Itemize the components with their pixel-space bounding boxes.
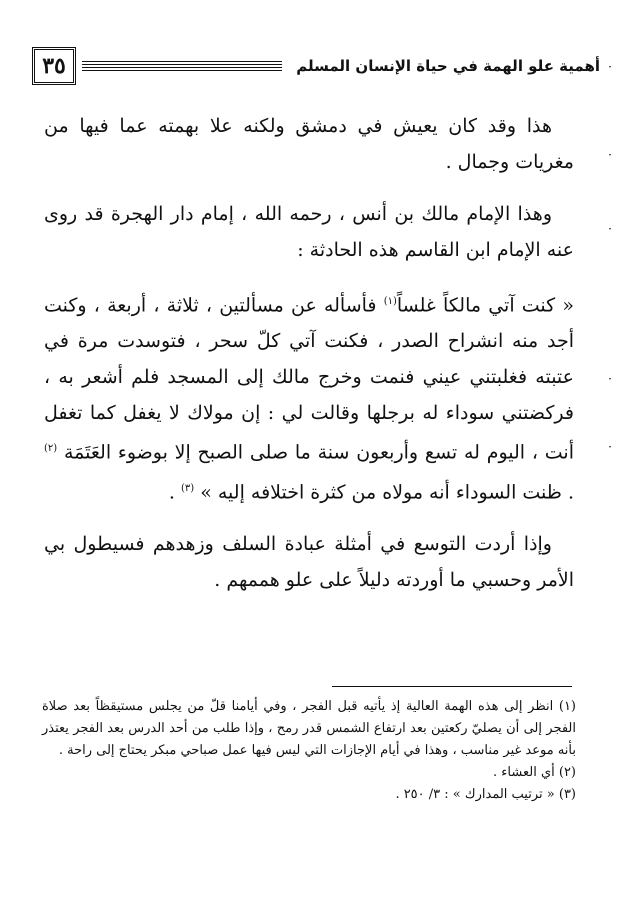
- margin-mark: ·: [608, 148, 612, 162]
- footnote: (١) انظر إلى هذه الهمة العالية إذ يأتيه قبل الفجر ، وفي أيامنا قلّ من يجلس مستيقظاً بعد صلاة الفجر إلى أن يصليّ ركعتين بعد ارتفاع الشمس قدر رمح ، وإذا طلب من أحد الدرس بعد الفجر يعتذر بأنه موعد غير مناسب ، وهذا في أيام الإجازات التي ليس فيها عمل صباحي مبكر يحتاج إلى راحة .: [42, 699, 576, 758]
- margin-mark: ·: [608, 440, 612, 454]
- margin-mark: ·: [608, 222, 612, 236]
- quote-paragraph: [44, 284, 574, 510]
- page-header: [32, 44, 600, 88]
- closing-paragraph: وإذا أردت التوسع في أمثلة عبادة السلف وزهدهم فسيطول بي الأمر وحسبي ما أوردته دليلاً على علو هممهم .: [44, 532, 574, 591]
- footnote: (٢) أي العشاء .: [493, 765, 576, 780]
- main-text: [44, 108, 574, 614]
- footnote-ref: (٢): [44, 443, 58, 455]
- quote-text: فأسأله عن مسألتين ، ثلاثة ، أربعة ، وكنت أجد منه انشراح الصدر ، فكنت آتي كلّ سحر ، فتوسدت مرة في عتبته فغلبتني عيني فنمت وخرج مالك إلى المسجد فلم أشعر به ، فركضتني سوداء له برجلها وقالت لي : إن مولاك لا يغفل كما تغفل أنت ، اليوم له تسع وأربعون سنة ما صلى الصبح إلا بوضوء العَتَمَة: [44, 294, 574, 464]
- margin-mark: ·: [608, 372, 612, 386]
- running-title: أهمية علو الهمة في حياة الإنسان المسلم: [296, 57, 600, 75]
- paragraph: هذا وقد كان يعيش في دمشق ولكنه علا بهمته عما فيها من مغريات وجمال .: [44, 115, 574, 173]
- footnote-ref: (١): [383, 296, 397, 307]
- paragraph: وهذا الإمام مالك بن أنس ، رحمه الله ، إمام دار الهجرة قد روى عنه الإمام ابن القاسم هذه الحادثة :: [44, 203, 574, 261]
- quote-end: .: [168, 480, 175, 503]
- footnote: (٣) « ترتيب المدارك » : ٣/ ٢٥٠ .: [395, 787, 576, 802]
- footnotes: [42, 696, 576, 806]
- footnote-ref: (٣): [180, 482, 195, 494]
- footnote-separator: [332, 686, 572, 687]
- header-rule: [82, 61, 282, 71]
- page-number: ٣٥: [32, 47, 76, 85]
- quote-text: . ظنت السوداء أنه مولاه من كثرة اختلافه إليه »: [200, 480, 574, 503]
- margin-mark: ·: [608, 60, 612, 74]
- quote-text: « كنت آتي مالكاً غلساً: [396, 294, 574, 317]
